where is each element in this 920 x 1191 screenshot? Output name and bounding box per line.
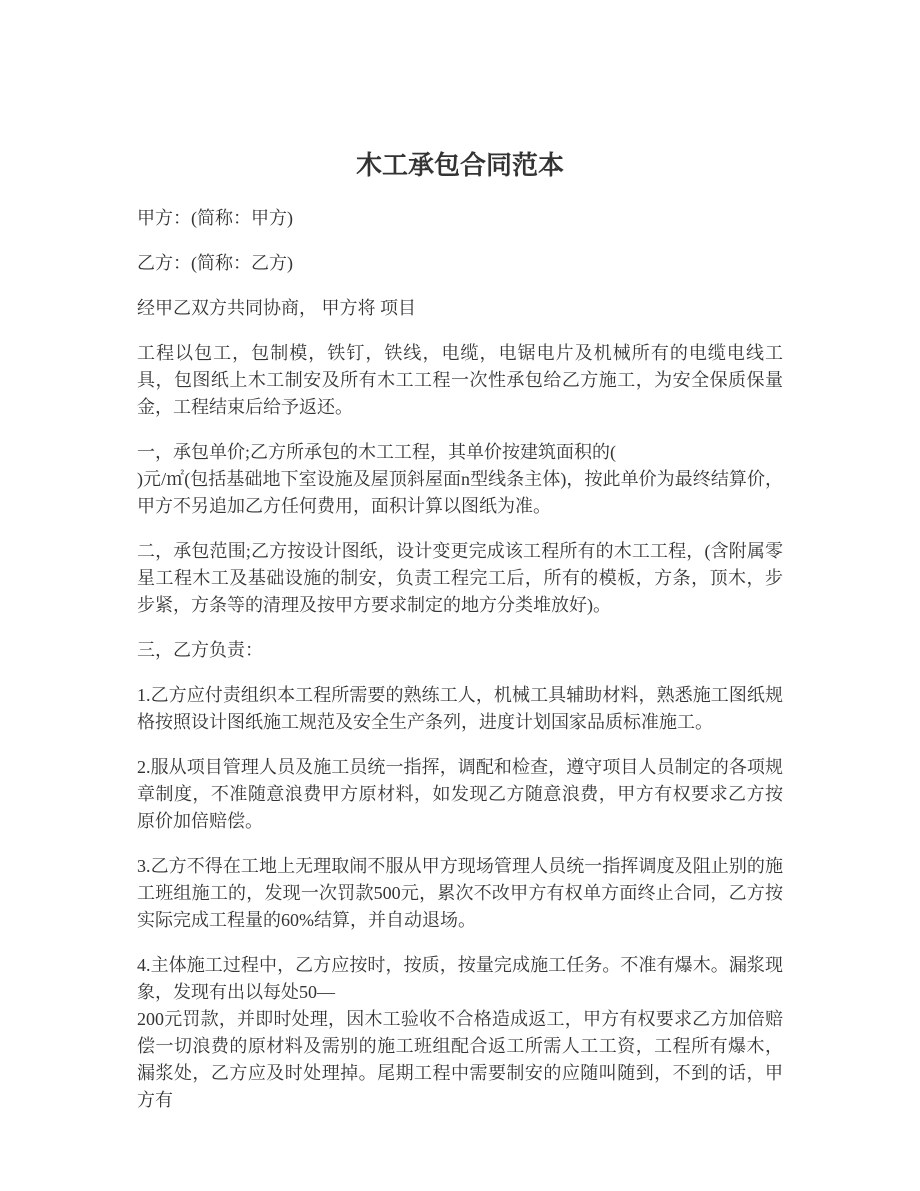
- paragraph-clause-3-item-1: 1.乙方应付责组织本工程所需要的熟练工人，机械工具辅助材料，熟悉施工图纸规格按照设计图纸施工规范及安全生产条列，进度计划国家品质标准施工。: [137, 685, 783, 732]
- paragraph-clause-3-item-3: 3.乙方不得在工地上无理取闹不服从甲方现场管理人员统一指挥调度及阻止别的施工班组施工的，发现一次罚款500元，累次不改甲方有权单方面终止合同，乙方按实际完成工程量的60%结算，并自动退场。: [137, 856, 783, 930]
- paragraph-clause-3-heading: 三，乙方负责：: [137, 640, 263, 660]
- paragraph-clause-3-item-4: 4.主体施工过程中，乙方应按时，按质，按量完成施工任务。不准有爆木。漏浆现象，发现有出以每处50— 200元罚款，并即时处理，因木工验收不合格造成返工，甲方有权要求乙方加倍赔偿一切浪费的原材料及需别的施工班组配合返工所需人工工资，工程所有爆木，漏浆处，乙方应及时处理掉。尾期工程中需要制安的应随叫随到，不到的话，甲方有: [137, 955, 783, 1110]
- paragraph-party-b: 乙方：(简称：乙方): [137, 253, 293, 273]
- document-title: 木工承包合同范本: [355, 151, 564, 180]
- paragraph-intro: 经甲乙双方共同协商， 甲方将 项目: [137, 298, 416, 318]
- paragraph-clause-2-scope: 二，承包范围;乙方按设计图纸，设计变更完成该工程所有的木工工程，(含附属零星工程木工及基础设施的制安，负责工程完工后，所有的模板，方条，顶木，步步紧，方条等的清理及按甲方要求制定的地方分类堆放好)。: [137, 541, 783, 615]
- paragraph-clause-1-unit-price: 一，承包单价;乙方所承包的木工工程，其单价按建筑面积的( )元/㎡(包括基础地下室设施及屋顶斜屋面n型线条主体)，按此单价为最终结算价，甲方不另追加乙方任何费用，面积计算以图纸为准。: [137, 442, 783, 516]
- paragraph-clause-3-item-2: 2.服从项目管理人员及施工员统一指挥，调配和检查，遵守项目人员制定的各项规章制度，不准随意浪费甲方原材料，如发现乙方随意浪费，甲方有权要求乙方按原价加倍赔偿。: [137, 757, 783, 831]
- paragraph-scope-overview: 工程以包工，包制模，铁钉，铁线，电缆，电锯电片及机械所有的电缆电线工具，包图纸上木工制安及所有木工工程一次性承包给乙方施工，为安全保质保量金，工程结束后给予返还。: [137, 343, 783, 417]
- paragraph-party-a: 甲方：(简称：甲方): [137, 208, 293, 228]
